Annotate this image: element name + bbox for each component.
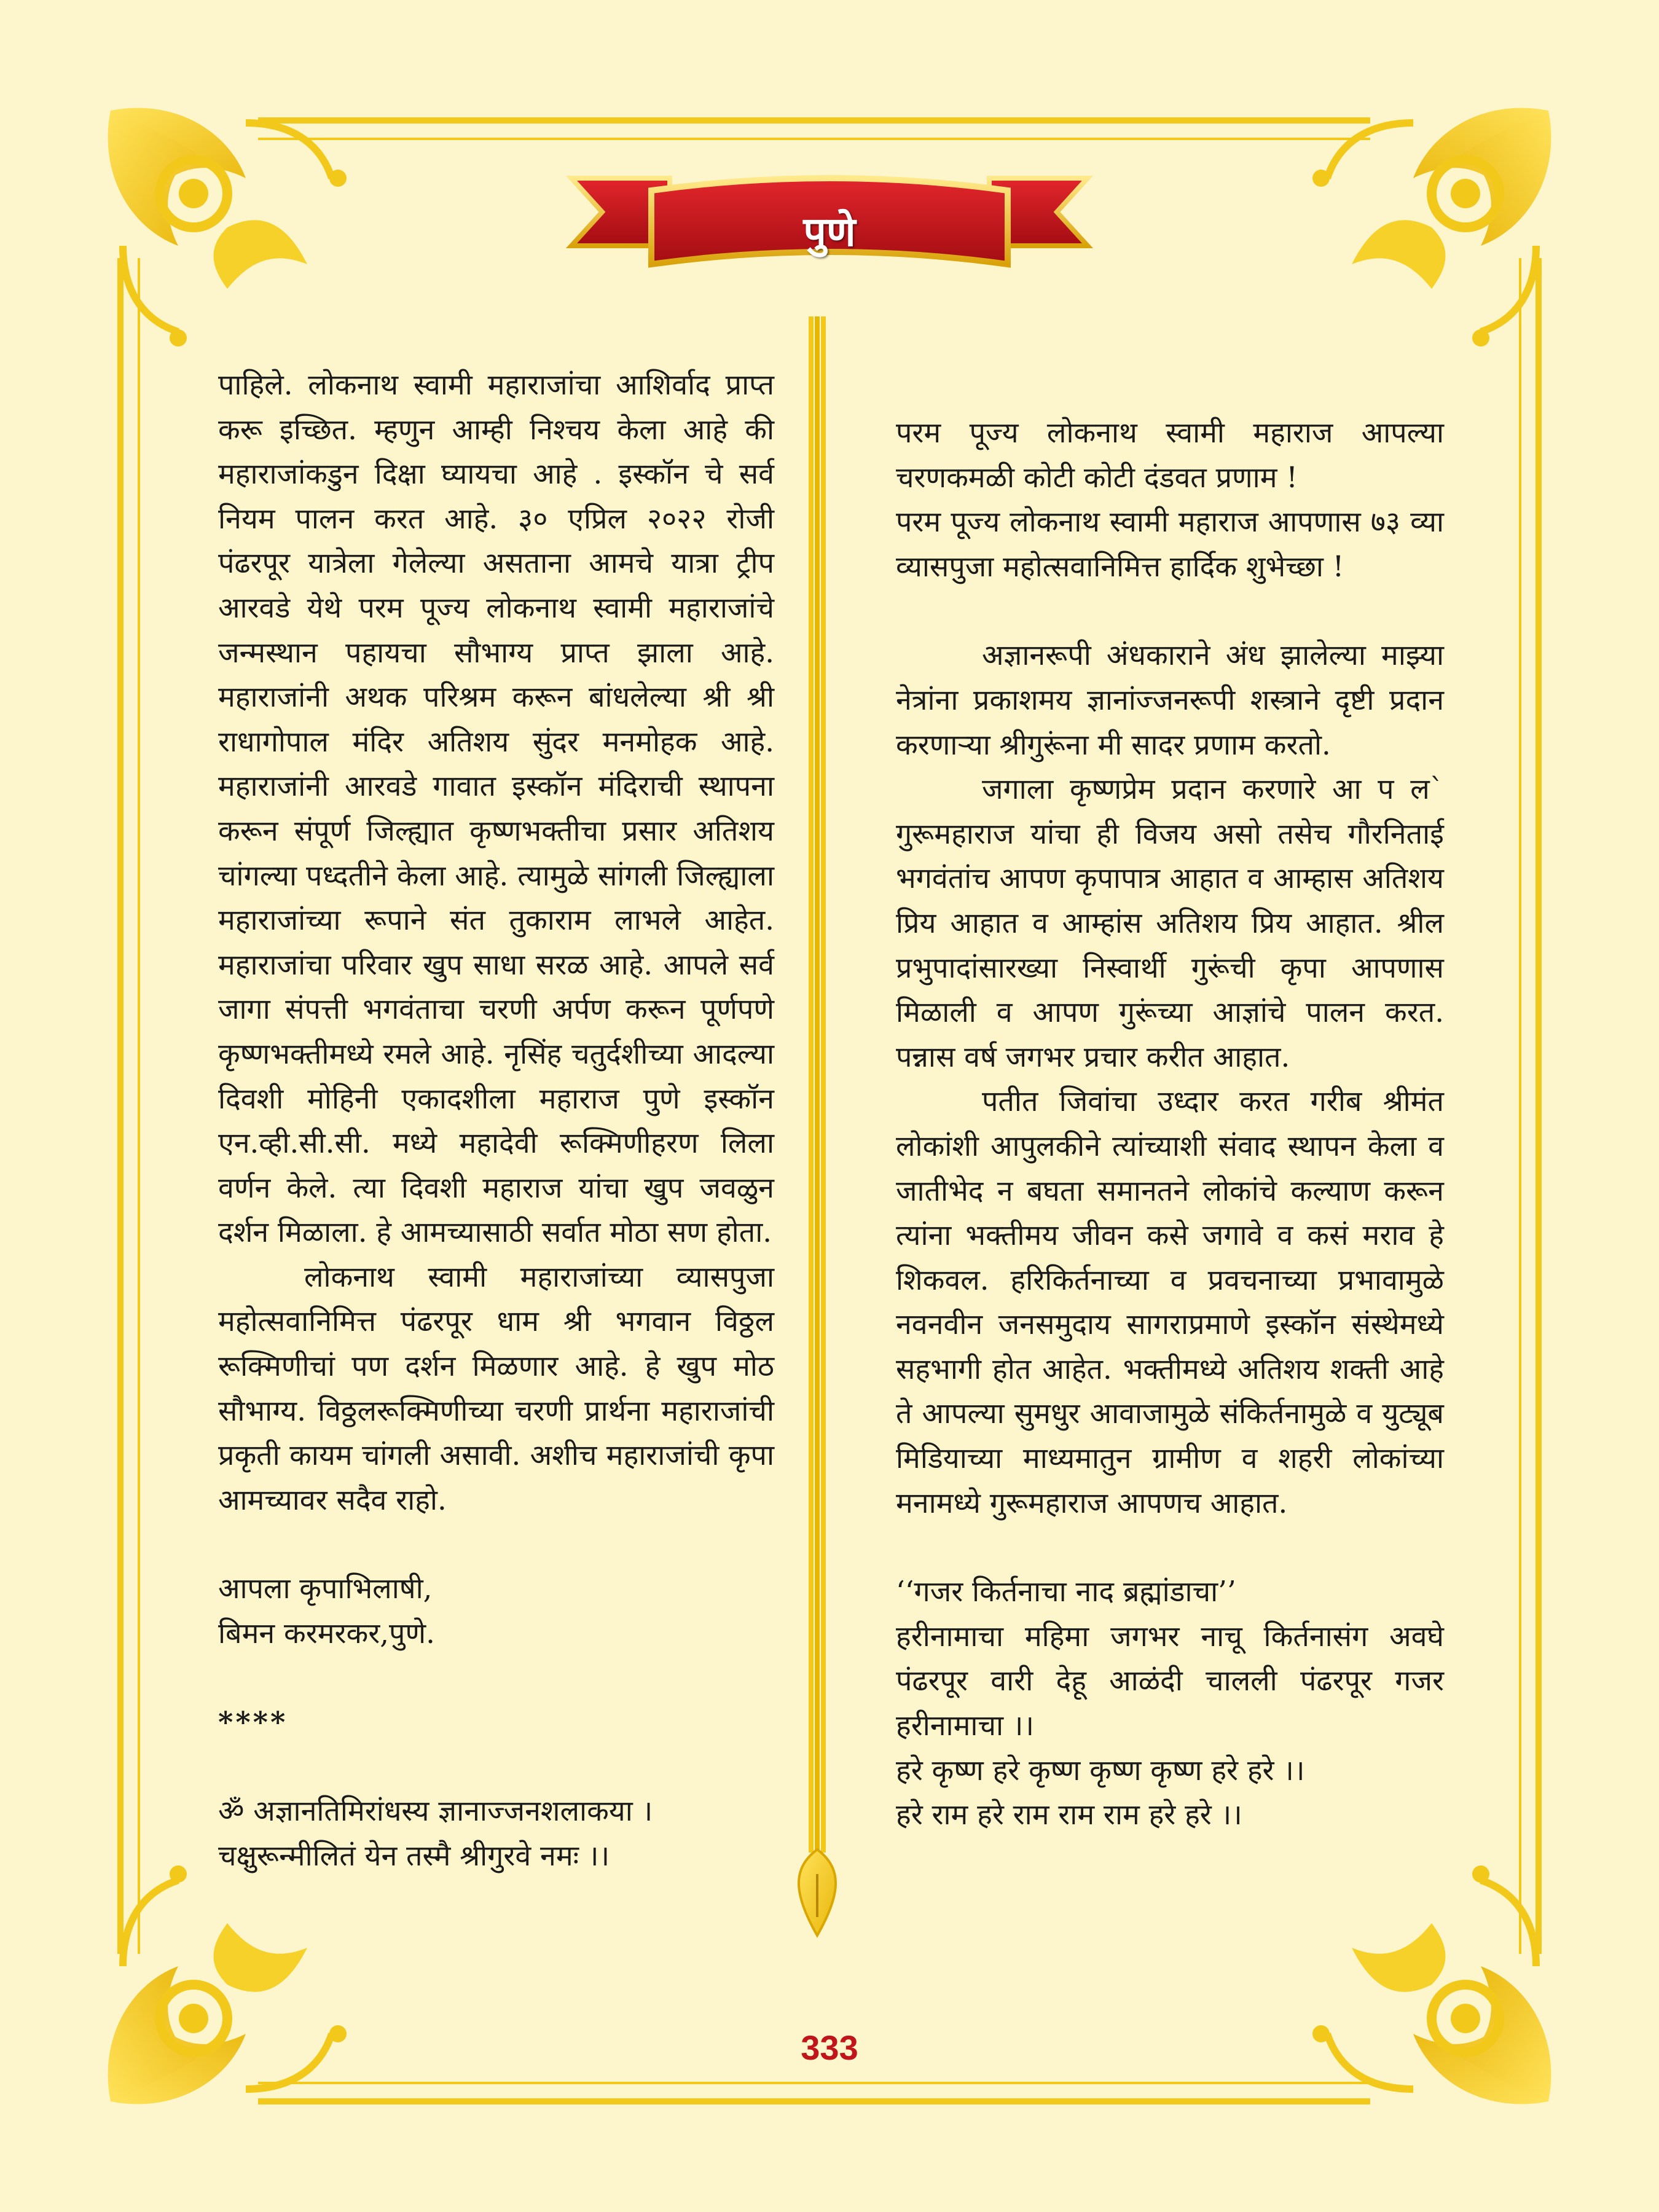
- verse-line-1: ॐ अज्ञानतिमिरांधस्य ज्ञानाज्जनशलाकया ।: [218, 1794, 653, 1828]
- column-divider: [799, 316, 836, 1936]
- right-paragraph-1: अज्ञानरूपी अंधकाराने अंध झालेल्या माझ्या नेत्रांना प्रकाशमय ज्ञानांज्जनरूपी शस्त्राने दृष्टी प्रदान करणाऱ्या श्रीगुरूंना मी सादर प्रणाम करतो.: [896, 638, 1444, 761]
- quote-body: हरीनामाचा महिमा जगभर नाचू किर्तनासंग अवघे पंढरपूर वारी देहू आळंदी चालली पंढरपूर गजर हरीनामाचा ।।: [896, 1619, 1444, 1743]
- left-column: [218, 363, 774, 1878]
- page-number: 333: [801, 2028, 858, 2067]
- mantra-line-2: हरे राम हरे राम राम राम हरे हरे ।।: [896, 1798, 1242, 1832]
- right-paragraph-3: पतीत जिवांचा उध्दार करत गरीब श्रीमंत लोकांशी आपुलकीने त्यांच्याशी संवाद स्थापन केला व जातीभेद न बघता समानतने लोकांचे कल्याण करून त्यांना भक्तीमय जीवन कसे जगावे व कसं मराव हे शिकवल. हरिकिर्तनाच्या व प्रवचनाच्या प्रभावामुळे नवनवीन जनसमुदाय सागराप्रमाणे इस्कॉन संस्थेमध्ये सहभागी होत आहेत. भक्तीमध्ये अतिशय शक्ती आहे ते आपल्या सुमधुर आवाजामुळे संकिर्तनामुळे व युट्यूब मिडियाच्या माध्यमातुन ग्रामीण व शहरी लोकांच्या मनामध्ये गुरूमहाराज आपणच आहात.: [896, 1084, 1444, 1520]
- page-title: पुणे: [803, 208, 856, 256]
- greeting-1: परम पूज्य लोकनाथ स्वामी महाराज आपल्या चरणकमळी कोटी कोटी दंडवत प्रणाम !: [896, 416, 1444, 494]
- signature-line-2: बिमन करमरकर,पुणे.: [218, 1617, 435, 1650]
- mantra-line-1: हरे कृष्ण हरे कृष्ण कृष्ण कृष्ण हरे हरे ।।: [896, 1753, 1305, 1787]
- verse-line-2: चक्षुरून्मीलितं येन तस्मै श्रीगुरवे नमः ।।: [218, 1838, 610, 1872]
- right-paragraph-2: जगाला कृष्णप्रेम प्रदान करणारे आ प ल` गुरूमहाराज यांचा ही विजय असो तसेच गौरनिताई भगवंतांच आपण कृपापात्र आहात व आम्हास अतिशय प्रिय आहात व आम्हांस अतिशय प्रिय आहात. श्रील प्रभुपादांसारख्या निस्वार्थी गुरूंची कृपा आपणास मिळाली व आपण गुरूंच्या आज्ञांचे पालन करत. पन्नास वर्ष जगभर प्रचार करीत आहात.: [896, 772, 1444, 1073]
- signature-line-1: आपला कृपाभिलाषी,: [218, 1572, 433, 1606]
- right-column: [896, 410, 1444, 1837]
- left-paragraph-2: लोकनाथ स्वामी महाराजांच्या व्यासपुजा महोत्सवानिमित्त पंढरपूर धाम श्री भगवान विठ्ठल रूक्मिणीचां पण दर्शन मिळणार आहे. हे खुप मोठ सौभाग्य. विठ्ठलरूक्मिणीच्या चरणी प्रार्थना महाराजांची प्रकृती कायम चांगली असावी. अशीच महाराजांची कृपा आमच्यावर सदैव राहो.: [218, 1260, 774, 1516]
- quote-title: ‘‘गजर किर्तनाचा नाद ब्रह्मांडाचा’’: [896, 1575, 1236, 1609]
- greeting-2: परम पूज्य लोकनाथ स्वामी महाराज आपणास ७३ व्या व्यासपुजा महोत्सवानिमित्त हार्दिक शुभेच्छा !: [896, 505, 1444, 583]
- separator-stars: ****: [218, 1704, 288, 1739]
- left-paragraph-1: पाहिले. लोकनाथ स्वामी महाराजांचा आशिर्वाद प्राप्त करू इच्छित. म्हणुन आम्ही निश्चय केला आहे की महाराजांकडुन दिक्षा घ्यायचा आहे . इस्कॉन चे सर्व नियम पालन करत आहे. ३० एप्रिल २०२२ रोजी पंढरपूर यात्रेला गेलेल्या असताना आमचे यात्रा ट्रीप आरवडे येथे परम पूज्य लोकनाथ स्वामी महाराजांचे जन्मस्थान पहायचा सौभाग्य प्राप्त झाला आहे. महाराजांनी अथक परिश्रम करून बांधलेल्या श्री श्री राधागोपाल मंदिर अतिशय सुंदर मनमोहक आहे. महाराजांनी आरवडे गावात इस्कॉन मंदिराची स्थापना करून संपूर्ण जिल्ह्यात कृष्णभक्तीचा प्रसार अतिशय चांगल्या पध्दतीने केला आहे. त्यामुळे सांगली जिल्ह्याला महाराजांच्या रूपाने संत तुकाराम लाभले आहेत. महाराजांचा परिवार खुप साधा सरळ आहे. आपले सर्व जागा संपत्ती भगवंताचा चरणी अर्पण करून पूर्णपणे कृष्णभक्तीमध्ये रमले आहे. नृसिंह चतुर्दशीच्या आदल्या दिवशी मोहिनी एकादशीला महाराज पुणे इस्कॉन एन.व्ही.सी.सी. मध्ये महादेवी रूक्मिणीहरण लिला वर्णन केले. त्या दिवशी महाराज यांचा खुप जवळुन दर्शन मिळाला. हे आमच्यासाठी सर्वात मोठा सण होता.: [218, 368, 774, 1249]
